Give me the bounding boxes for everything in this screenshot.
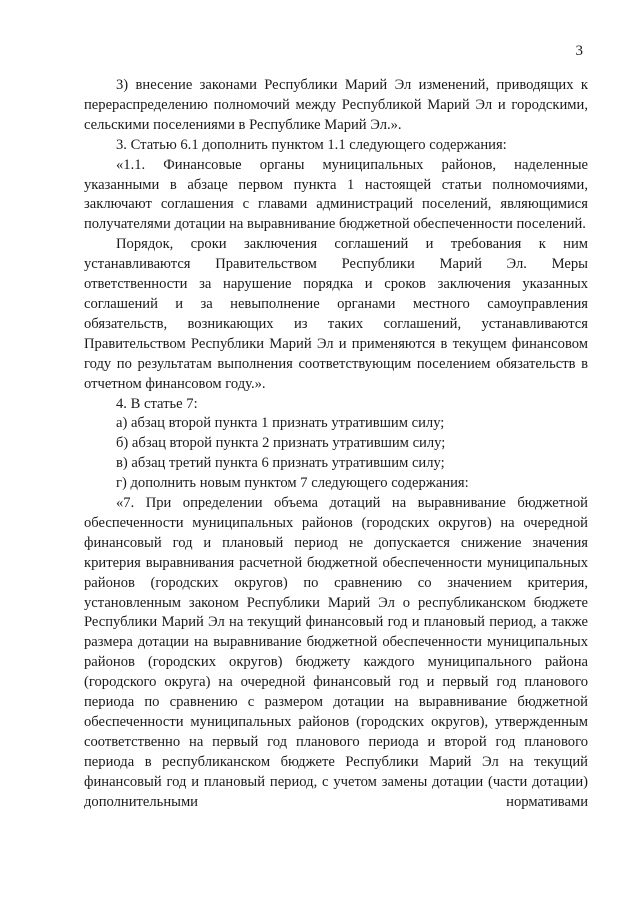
paragraph-procedure: Порядок, сроки заключения соглашений и требования к ним устанавливаются Правительством Республики Марий Эл. Меры ответственности за нарушение порядка и сроков заключения указанных соглашений и за невыполнение органами местного самоуправления обязательств, возникающих из таких соглашений, устанавливаются Правительством Республики Марий Эл и применяются в текущем финансовом году по результатам выполнения соответствующим поселением обязательств в отчетном финансовом году.». xyxy=(84,236,588,392)
page-number: 3 xyxy=(575,43,583,59)
paragraph-subitem-a: а) абзац второй пункта 1 признать утратившим силу; xyxy=(116,415,445,432)
paragraph-section-3: 3. Статью 6.1 дополнить пунктом 1.1 следующего содержания: xyxy=(116,136,507,153)
paragraph-subitem-v: в) абзац третий пункта 6 признать утратившим силу; xyxy=(116,455,445,472)
paragraph-point-1-1: «1.1. Финансовые органы муниципальных районов, наделенные указанными в абзаце первом пункта 1 настоящей статьи полномочиями, заключают соглашения с главами администраций поселений, являющимися получателями дотации на выравнивание бюджетной обеспеченности поселений. xyxy=(84,156,588,233)
paragraph-section-4: 4. В статье 7: xyxy=(116,395,198,412)
paragraph-point-7: «7. При определении объема дотаций на выравнивание бюджетной обеспеченности муниципальных районов (городских округов) на очередной финансовый год и плановый период не допускается снижение значения критерия выравнивания расчетной бюджетной обеспеченности муниципальных районов (городских округов) по сравнению со значением критерия, установленным законом Республики Марий Эл о республиканском бюджете Республики Марий Эл на текущий финансовый год и плановый период, а также размера дотации на выравнивание бюджетной обеспеченности муниципальных районов (городских округов) бюджету каждого муниципального района (городского округа) на очередной финансовый год и первый год планового периода по сравнению с размером дотации на выравнивание бюджетной обеспеченности муниципальных районов (городских округов), утвержденным соответственно на первый год планового периода и второй год планового периода в республиканском бюджете Республики Марий Эл на текущий финансовый год и плановый период, с учетом замены дотации (части дотации) дополнительными нормативами xyxy=(84,495,588,810)
document-body xyxy=(84,76,588,813)
paragraph-item-3: 3) внесение законами Республики Марий Эл изменений, приводящих к перераспределению полномочий между Республикой Марий Эл и городскими, сельскими поселениями в Республике Марий Эл.». xyxy=(84,77,588,133)
paragraph-subitem-g: г) дополнить новым пунктом 7 следующего содержания: xyxy=(116,475,469,492)
paragraph-subitem-b: б) абзац второй пункта 2 признать утратившим силу; xyxy=(116,435,446,452)
